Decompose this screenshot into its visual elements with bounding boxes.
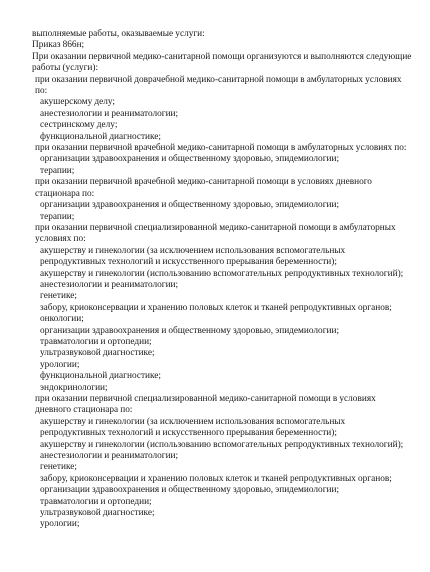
- list-item: акушерству и гинекологии (использованию вспомогательных репродуктивных технологий);: [40, 439, 404, 450]
- group-heading-prehospital-outpatient: при оказании первичной доврачебной медико-санитарной помощи в амбулаторных условиях по:: [35, 74, 402, 97]
- list-item: терапии;: [40, 211, 75, 222]
- list-item: акушерству и гинекологии (за исключением использования вспомогательных репродуктивных технологий и искусственного прерывания беременности);: [40, 416, 346, 439]
- list-item: функциональной диагностике;: [40, 131, 161, 142]
- list-item: ультразвуковой диагностике;: [40, 348, 155, 359]
- list-item: травматологии и ортопедии;: [40, 496, 152, 507]
- list-item: эндокринологии;: [40, 382, 108, 393]
- list-item: организации здравоохранения и общественному здоровью, эпидемиологии;: [40, 485, 340, 496]
- list-item: забору, криоконсервации и хранению половых клеток и тканей репродуктивных органов;: [40, 302, 392, 313]
- list-item: сестринскому делу;: [40, 120, 118, 131]
- list-item: функциональной диагностике;: [40, 371, 161, 382]
- list-item: генетике;: [40, 291, 77, 302]
- list-item: терапии;: [40, 165, 75, 176]
- list-item: акушерскому делу;: [40, 97, 115, 108]
- order-reference: Приказ 866н;: [32, 40, 85, 51]
- services-lead-paragraph: При оказании первичной медико-санитарной помощи организуются и выполняются следующие работы (услуги):: [32, 51, 412, 74]
- list-item: генетике;: [40, 462, 77, 473]
- list-item: акушерству и гинекологии (использованию вспомогательных репродуктивных технологий);: [40, 268, 404, 279]
- group-heading-physician-outpatient: при оказании первичной врачебной медико-санитарной помощи в амбулаторных условиях по:: [35, 143, 407, 154]
- list-item: онкологии;: [40, 314, 84, 325]
- group-heading-physician-day-hospital: при оказании первичной врачебной медико-санитарной помощи в условиях дневного стационара по:: [35, 177, 372, 199]
- list-item: травматологии и ортопедии;: [40, 336, 152, 347]
- list-item: урологии;: [40, 519, 80, 530]
- list-item: организации здравоохранения и общественному здоровью, эпидемиологии;: [40, 154, 340, 165]
- list-item: организации здравоохранения и общественному здоровью, эпидемиологии;: [40, 325, 340, 336]
- list-item: анестезиологии и реаниматологии;: [40, 279, 179, 290]
- document-body: [32, 29, 412, 531]
- list-item: анестезиологии и реаниматологии;: [40, 451, 179, 462]
- list-item: акушерству и гинекологии (за исключением использования вспомогательных репродуктивных технологий и искусственного прерывания беременности);: [40, 245, 346, 268]
- list-item: анестезиологии и реаниматологии;: [40, 108, 179, 119]
- list-item: организации здравоохранения и общественному здоровью, эпидемиологии;: [40, 200, 340, 211]
- list-item: ультразвуковой диагностике;: [40, 508, 155, 519]
- group-heading-specialized-outpatient: при оказании первичной специализированной медико-санитарной помощи в амбулаторных условиях по:: [35, 222, 396, 245]
- list-item: забору, криоконсервации и хранению половых клеток и тканей репродуктивных органов;: [40, 473, 392, 484]
- group-heading-specialized-day-hospital: при оказании первичной специализированной медико-санитарной помощи в условиях дневного стационара по:: [35, 394, 376, 416]
- section-intro: выполняемые работы, оказываемые услуги:: [32, 29, 205, 39]
- list-item: урологии;: [40, 359, 80, 370]
